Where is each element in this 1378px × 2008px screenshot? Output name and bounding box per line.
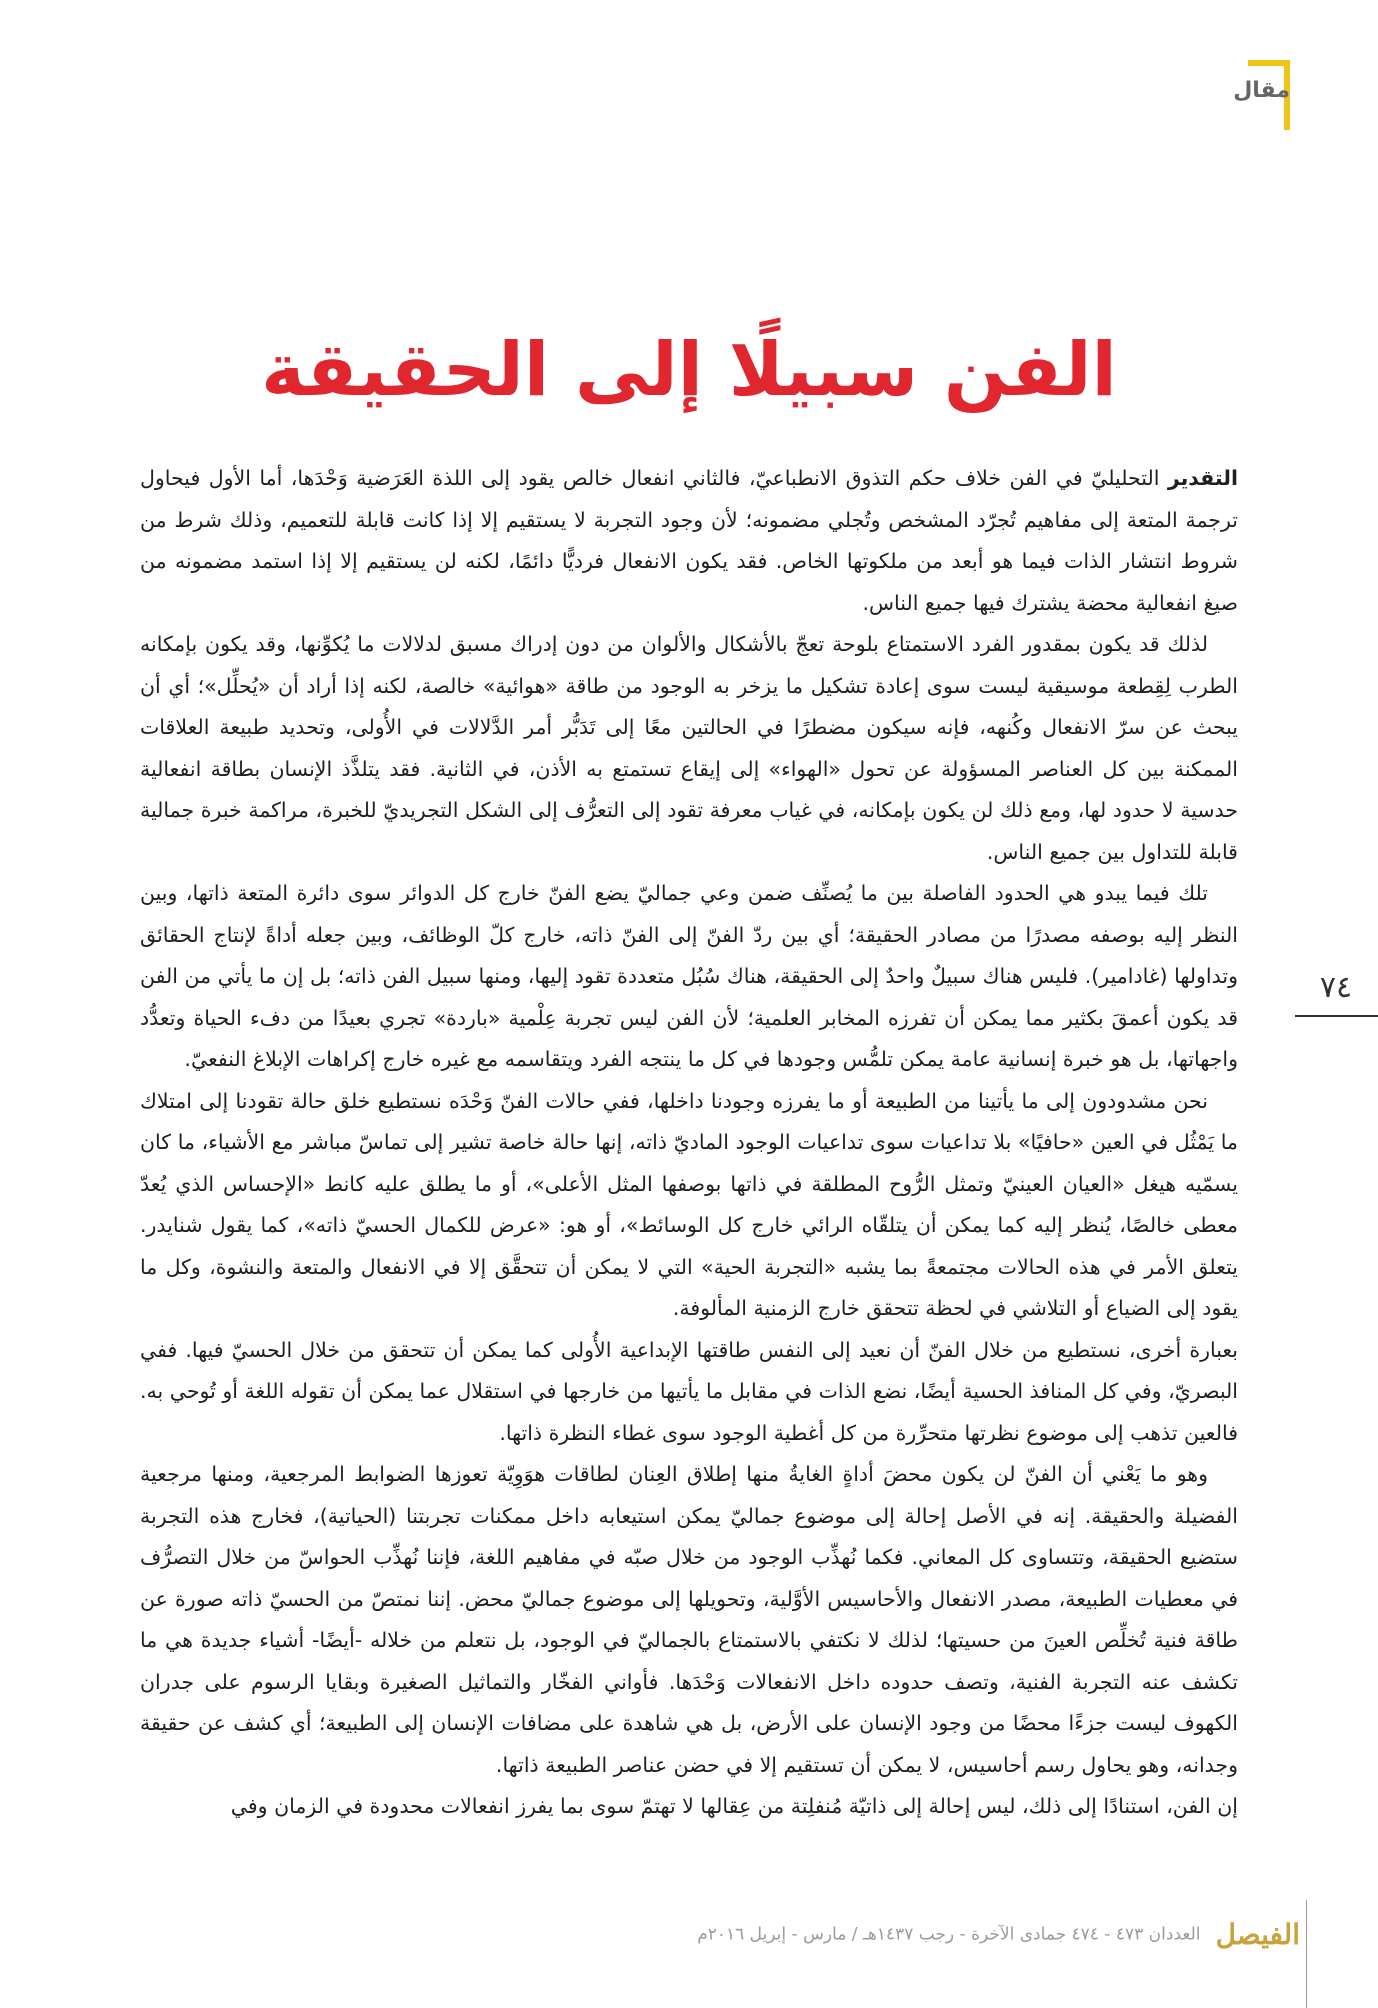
paragraph-6: وهو ما يَعْني أن الفنّ لن يكون محضَ أداةٍ الغايةُ منها إطلاق العِنان لطاقات هوَوِيّة تعوزها الضوابط المرجعية، ومنها مرجعية الفضيلة والحقيقة. إنه في الأصل إحالة إلى موضوع جماليّ يمكن استيعابه داخل ممكنات تجربتنا (الحياتية)، فخارج هذه التجربة ستضيع الحقيقة، وتتساوى كل المعاني. فكما نُهذِّب الوجود من خلال صبّه في مفاهيم اللغة، فإننا نُهذِّب الحواسّ من خلال التصرُّف في معطيات الطبيعة، مصدر الانفعال والأحاسيس الأوَّلية، وتحويلها إلى موضوع جماليّ محض. إننا نمتصّ من الحسيّ ذاته صورة عن طاقة فنية تُخلِّص العينَ من حسيتها؛ لذلك لا نكتفي بالاستمتاع بالجماليّ في الوجود، بل نتعلم من خلاله -أيضًا- أشياء جديدة هي ما تكشف عنه التجربة الفنية، وتصف حدوده داخل الانفعالات وَحْدَها. فأواني الفخّار والتماثيل الصغيرة وبقايا الرسوم على جدران الكهوف ليست جزءًا محضًا من وجود الإنسان على الأرض، بل هي شاهدة على مضافات الإنسان إلى الطبيعة؛ أي كشف عن حقيقة وجدانه، وهو يحاول رسم أحاسيس، لا يمكن أن تستقيم إلا في حضن عناصر الطبيعة ذاتها. xyxy=(140,1462,1238,1777)
article-title: الفن سبيلًا إلى الحقيقة xyxy=(261,327,1117,413)
footer-brand-logo: الفيصل xyxy=(1215,1918,1300,1951)
section-label: مقال xyxy=(1233,78,1290,103)
paragraph-7: إن الفن، استنادًا إلى ذلك، ليس إحالة إلى ذاتيّة مُنفلِتة من عِقالها لا تهتمّ سوى بما يفرز انفعالات محدودة في الزمان وفي xyxy=(230,1794,1238,1818)
paragraph-1 xyxy=(140,458,1238,624)
page-number-rule xyxy=(1295,1015,1378,1017)
footer xyxy=(600,1918,1300,1951)
paragraph-1-text: التحليليّ في الفن خلاف حكم التذوق الانطباعيّ، فالثاني انفعال خالص يقود إلى اللذة العَرَضية وَحْدَها، أما الأول فيحاول ترجمة المتعة إلى مفاهيم تُجرّد المشخص وتُجلي مضمونه؛ لأن وجود التجربة لا يستقيم إلا إذا كانت قابلة للتعميم، وذلك شرط من شروط انتشار الذات فيما هو أبعد من ملكوتها الخاص. فقد يكون الانفعال فرديًّا دائمًا، لكنه لن يستقيم إلا إذا استمد مضمونه من صيغ انفعالية محضة يشترك فيها جميع الناس. xyxy=(140,466,1238,615)
lead-word: التقدير xyxy=(1167,466,1238,490)
footer-issue-info: العددان ٤٧٣ - ٤٧٤ جمادى الآخرة - رجب ١٤٣٧هـ / مارس - إبريل ٢٠١٦م xyxy=(697,1924,1201,1945)
footer-side-rule xyxy=(1306,1900,1307,2008)
paragraph-3: تلك فيما يبدو هي الحدود الفاصلة بين ما يُصنِّف ضمن وعي جماليّ يضع الفنّ خارج كل الدوائر سوى دائرة المتعة ذاتها، وبين النظر إليه بوصفه مصدرًا من مصادر الحقيقة؛ أي بين ردّ الفنّ إلى الفنّ ذاته، خارج كلّ الوظائف، وبين جعله أداةً لإنتاج الحقائق وتداولها (غادامير). فليس هناك سبيلٌ واحدٌ إلى الحقيقة، هناك سُبُل متعددة تقود إليها، ومنها سبيل الفن ذاته؛ بل إن ما يأتي من الفن قد يكون أعمقَ بكثير مما يمكن أن تفرزه المخابر العلمية؛ لأن الفن ليس تجربة عِلْمية «باردة» تجري بعيدًا من دفء الحياة وتعدُّد واجهاتها، بل هو خبرة إنسانية عامة يمكن تلمُّس وجودها في كل ما ينتجه الفرد ويتقاسمه مع غيره خارج إكراهات الإبلاغ النفعيّ. xyxy=(140,881,1238,1071)
paragraph-2: لذلك قد يكون بمقدور الفرد الاستمتاع بلوحة تعجّ بالأشكال والألوان من دون إدراك مسبق لدلالات ما يُكوِّنها، وقد يكون بإمكانه الطرب لِقِطعة موسيقية ليست سوى إعادة تشكيل ما يزخر به الوجود من طاقة «هوائية» خالصة، لكنه إذا أراد أن «يُحلِّل»؛ أي أن يبحث عن سرّ الانفعال وكُنهه، فإنه سيكون مضطرًا في الحالتين معًا إلى تَدَبُّر أمر الدَّلالات في الأُولى، وتحديد طبيعة العلاقات الممكنة بين كل العناصر المسؤولة عن تحول «الهواء» إلى إيقاع تستمتع به الأذن، في الثانية. فقد يتلذَّذ الإنسان بطاقة انفعالية حدسية لا حدود لها، ومع ذلك لن يكون بإمكانه، في غياب معرفة تقود إلى التعرُّف إلى الشكل التجريديّ للخبرة، مراكمة خبرة جمالية قابلة للتداول بين جميع الناس. xyxy=(140,632,1238,864)
article-body xyxy=(140,458,1238,1828)
paragraph-5: بعبارة أخرى، نستطيع من خلال الفنّ أن نعيد إلى النفس طاقتها الإبداعية الأُولى كما يمكن أن تتحقق من خلال الحسيّ فيها. ففي البصريّ، وفي كل المنافذ الحسية أيضًا، نضع الذات في مقابل ما يأتيها من خارجها في استقلال عما يمكن أن تقوله اللغة أو تُوحي به. فالعين تذهب إلى موضوع نظرتها متحرِّرة من كل أغطية الوجود سوى غطاء النظرة ذاتها. xyxy=(140,1337,1238,1445)
page-number: ٧٤ xyxy=(1319,970,1353,1005)
paragraph-4: نحن مشدودون إلى ما يأتينا من الطبيعة أو ما يفرزه وجودنا داخلها، ففي حالات الفنّ وَحْدَه نستطيع خلق حالة تقودنا إلى امتلاك ما يَمْثُل في العين «حافيًا» بلا تداعيات سوى تداعيات الوجود الماديّ ذاته، إنها حالة خاصة تشير إلى تماسّ مباشر مع الأشياء، ما كان يسمّيه هيغل «العيان العينيّ وتمثل الرُّوح المطلقة في ذاتها بوصفها المثل الأعلى»، أو ما يطلق عليه كانط «الإحساس الذي يُعدّ معطى خالصًا، يُنظر إليه كما يمكن أن يتلقّاه الرائي خارج كل الوسائط»، أو هو: «عرض للكمال الحسيّ ذاته»، كما يقول شنايدر. يتعلق الأمر في هذه الحالات مجتمعةً بما يشبه «التجربة الحية» التي لا يمكن أن تتحقَّق إلا في الانفعال والمتعة والنشوة، وكل ما يقود إلى الضياع أو التلاشي في لحظة تتحقق خارج الزمنية المألوفة. xyxy=(140,1088,1238,1320)
